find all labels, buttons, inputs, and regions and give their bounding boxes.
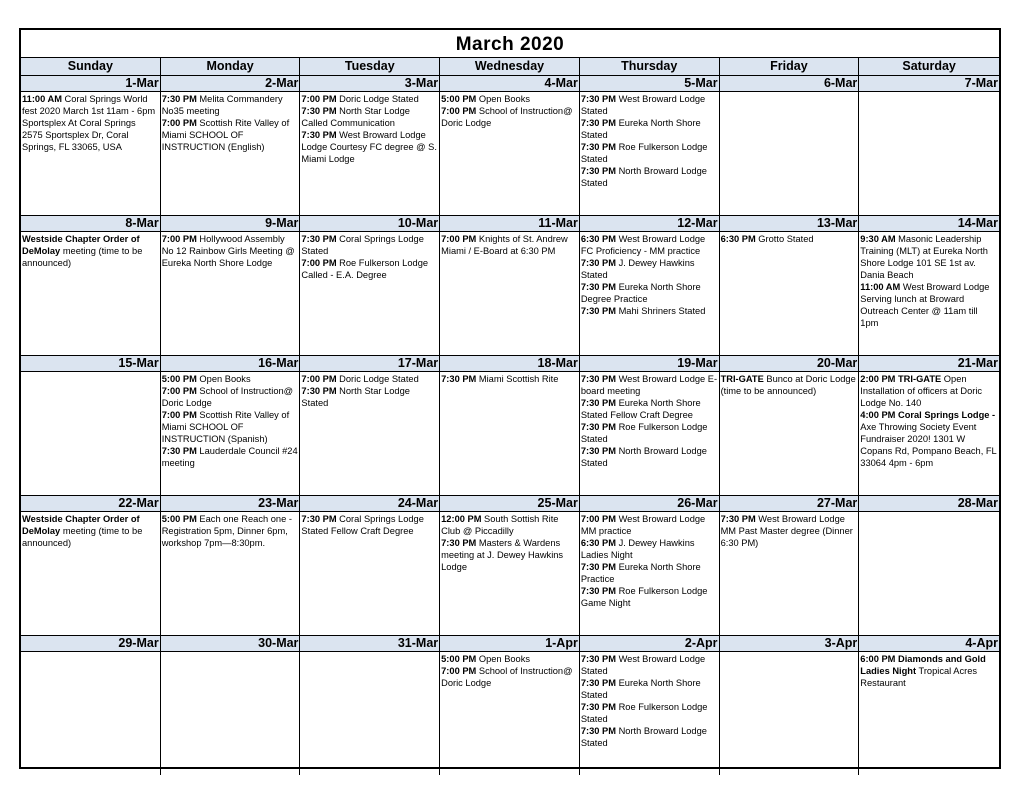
event-description: Knights of St. Andrew Miami / E-Board at 6:30 PM — [441, 234, 568, 256]
event-description: West Broward Lodge MM Past Master degree (Dinner 6:30 PM) — [720, 514, 853, 548]
event-entry — [301, 373, 438, 385]
event-description: West Broward Lodge Stated — [580, 94, 706, 116]
week-row — [21, 216, 999, 356]
day-cell — [859, 652, 999, 775]
day-cell — [720, 372, 860, 495]
event-description: Eureka North Shore Stated — [580, 118, 701, 140]
event-entry — [441, 653, 578, 665]
event-entry — [581, 165, 718, 189]
event-entry — [581, 725, 718, 749]
event-description: meeting (time to be announced) — [22, 526, 143, 548]
event-entry — [581, 561, 718, 585]
event-time: 7:30 PM — [580, 702, 616, 712]
day-date-label: 28-Mar — [957, 496, 998, 510]
event-description: North Star Lodge Called Communication — [301, 106, 410, 128]
event-time: 7:30 PM — [580, 258, 616, 268]
event-time: 5:00 PM — [441, 654, 477, 664]
day-cells-row — [21, 372, 999, 495]
day-date-label: 26-Mar — [580, 496, 720, 511]
day-date-label: 29-Mar — [21, 636, 161, 651]
day-date-label: 4-Mar — [440, 76, 580, 91]
day-date-label: 27-Mar — [720, 496, 860, 511]
event-time: 7:30 PM — [301, 386, 337, 396]
event-description: North Broward Lodge Stated — [580, 726, 707, 748]
day-cells-row — [21, 232, 999, 355]
event-description: Grotto Stated — [755, 234, 814, 244]
event-time: 7:30 PM — [580, 282, 616, 292]
day-cell — [859, 372, 999, 495]
event-time: 9:30 AM — [860, 234, 896, 244]
day-date-label: 11-Mar — [440, 216, 580, 231]
event-time: 7:30 PM — [580, 306, 616, 316]
event-time: 7:00 PM — [161, 118, 197, 128]
event-entry — [581, 445, 718, 469]
event-entry — [860, 653, 998, 689]
day-cell — [300, 372, 440, 495]
event-description: Roe Fulkerson Lodge Game Night — [580, 586, 708, 608]
day-cell — [859, 232, 999, 355]
event-entry — [581, 677, 718, 701]
event-description: North Broward Lodge Stated — [580, 446, 707, 468]
event-description: Tropical Acres Restaurant — [860, 666, 978, 688]
event-time: 7:30 PM — [301, 234, 337, 244]
event-description: Miami Scottish Rite — [476, 374, 559, 384]
event-time: 7:30 PM — [441, 374, 477, 384]
day-date-label: 5-Mar — [580, 76, 720, 91]
day-date-label: 1-Apr — [440, 636, 580, 651]
day-date-label: 3-Mar — [300, 76, 440, 91]
event-time: 7:00 PM — [301, 94, 337, 104]
event-time: 7:30 PM — [580, 422, 616, 432]
event-entry — [301, 233, 438, 257]
event-entry — [581, 141, 718, 165]
event-time: 7:30 PM — [580, 562, 616, 572]
event-time: 7:30 PM — [580, 586, 616, 596]
event-time: 6:30 PM — [720, 234, 756, 244]
event-entry — [581, 513, 718, 537]
event-entry — [301, 93, 438, 105]
event-entry — [162, 445, 299, 469]
event-description: Coral Springs World fest 2020 March 1st 11am - 6pm Sportsplex At Coral Springs 2575 Sportsplex Dr, Coral Springs, FL 33065, USA — [22, 94, 156, 152]
event-description: Hollywood Assembly No 12 Rainbow Girls Meeting @ Eureka North Shore Lodge — [161, 234, 295, 268]
event-description: Each one Reach one - Registration 5pm, Dinner 6pm, workshop 7pm—8:30pm. — [161, 514, 292, 548]
event-time: 6:30 PM — [580, 234, 616, 244]
weekday-friday: Friday — [720, 58, 860, 75]
event-entry — [581, 653, 718, 677]
day-cell — [21, 372, 161, 495]
event-time: Westside Chapter Order of DeMolay — [22, 514, 140, 536]
day-cell — [161, 232, 301, 355]
date-header-row — [21, 496, 999, 512]
event-description: Melita Commandery No35 meeting — [161, 94, 283, 116]
event-entry — [581, 585, 718, 609]
event-time: 5:00 PM — [161, 374, 197, 384]
calendar-grid — [19, 28, 1001, 769]
event-time: 7:30 PM — [301, 106, 337, 116]
event-description: West Broward Lodge E-board meeting — [580, 374, 718, 396]
day-cell — [300, 512, 440, 635]
event-time: 7:00 PM — [161, 410, 197, 420]
event-time: 7:30 PM — [580, 678, 616, 688]
day-date-label: 8-Mar — [21, 216, 161, 231]
event-entry — [162, 373, 299, 385]
day-cell — [300, 232, 440, 355]
day-date-label: 25-Mar — [440, 496, 580, 511]
event-time: 7:30 PM — [580, 166, 616, 176]
event-description: Roe Fulkerson Lodge Called - E.A. Degree — [301, 258, 429, 280]
week-row — [21, 356, 999, 496]
day-cell — [580, 372, 720, 495]
weekday-header-row — [21, 58, 999, 76]
weekday-monday: Monday — [161, 58, 301, 75]
event-time: 7:30 PM — [301, 514, 337, 524]
event-description: Open Books — [196, 374, 251, 384]
day-cell — [720, 512, 860, 635]
event-entry — [441, 665, 578, 689]
day-cell — [161, 92, 301, 215]
event-entry — [860, 233, 998, 281]
event-description: School of Instruction@ Doric Lodge — [161, 386, 294, 408]
event-description: Scottish Rite Valley of Miami SCHOOL OF INSTRUCTION (English) — [161, 118, 290, 152]
event-time: 7:00 PM — [441, 666, 477, 676]
day-date-label: 20-Mar — [720, 356, 860, 371]
event-description: West Broward Lodge Lodge Courtesy FC degree @ S. Miami Lodge — [301, 130, 437, 164]
event-time: 7:00 PM — [301, 374, 337, 384]
event-time: 7:30 PM — [580, 446, 616, 456]
event-entry — [162, 385, 299, 409]
event-description: Masonic Leadership Training (MLT) at Eureka North Shore Lodge 101 SE 1st av. Dania Beach — [860, 234, 988, 280]
event-time: 11:00 AM — [860, 282, 901, 292]
event-description: Roe Fulkerson Lodge Stated — [580, 142, 708, 164]
event-entry — [581, 281, 718, 305]
weekday-wednesday: Wednesday — [440, 58, 580, 75]
event-entry — [860, 373, 998, 409]
event-time: 7:30 PM — [580, 654, 616, 664]
event-entry — [301, 513, 438, 537]
event-entry — [581, 373, 718, 397]
event-description: Open Books — [476, 94, 531, 104]
day-cell — [440, 92, 580, 215]
day-date-label: 14-Mar — [957, 216, 998, 230]
day-cells-row — [21, 92, 999, 215]
day-cell — [21, 512, 161, 635]
event-description: Coral Springs Lodge Stated Fellow Craft Degree — [301, 514, 424, 536]
day-date-label: 12-Mar — [580, 216, 720, 231]
event-entry — [441, 513, 578, 537]
event-entry — [22, 93, 159, 153]
event-description: Bunco at Doric Lodge (time to be announced) — [720, 374, 856, 396]
event-description: West Broward Lodge Stated — [580, 654, 706, 676]
weekday-tuesday: Tuesday — [300, 58, 440, 75]
event-description: Open Books — [476, 654, 531, 664]
event-time: 5:00 PM — [161, 514, 197, 524]
event-time: 7:30 PM — [580, 94, 616, 104]
event-time: 7:00 PM — [161, 386, 197, 396]
event-entry — [721, 373, 858, 397]
weekday-thursday: Thursday — [580, 58, 720, 75]
event-time: 7:00 PM — [580, 514, 616, 524]
event-description: Eureka North Shore Practice — [580, 562, 701, 584]
event-entry — [22, 233, 159, 269]
day-date-label: 2-Mar — [161, 76, 301, 91]
day-date-label: 6-Mar — [720, 76, 860, 91]
event-entry — [581, 117, 718, 141]
event-entry — [441, 233, 578, 257]
event-time: 2:00 PM TRI-GATE — [860, 374, 942, 384]
day-date-label: 9-Mar — [161, 216, 301, 231]
event-entry — [441, 105, 578, 129]
weekday-saturday: Saturday — [902, 59, 956, 73]
day-cell — [580, 232, 720, 355]
event-description: J. Dewey Hawkins Ladies Night — [580, 538, 695, 560]
day-cell — [440, 652, 580, 775]
day-cell — [300, 92, 440, 215]
day-date-label: 21-Mar — [957, 356, 998, 370]
day-cell — [21, 652, 161, 775]
week-row — [21, 636, 999, 775]
event-time: 7:30 PM — [580, 118, 616, 128]
event-entry — [22, 513, 159, 549]
day-cell — [580, 652, 720, 775]
day-cell — [21, 232, 161, 355]
event-entry — [441, 93, 578, 105]
day-cell — [580, 92, 720, 215]
event-description: meeting (time to be announced) — [22, 246, 143, 268]
event-entry — [301, 385, 438, 409]
event-entry — [581, 233, 718, 257]
event-description: North Broward Lodge Stated — [580, 166, 707, 188]
event-time: TRI-GATE — [720, 374, 764, 384]
day-cell — [21, 92, 161, 215]
event-time: 7:30 PM — [441, 538, 477, 548]
event-time: 11:00 AM — [22, 94, 62, 104]
event-description: Masters & Wardens meeting at J. Dewey Hawkins Lodge — [441, 538, 564, 572]
event-entry — [162, 513, 299, 549]
day-date-label: 15-Mar — [21, 356, 161, 371]
event-entry — [581, 257, 718, 281]
day-date-label: 3-Apr — [720, 636, 860, 651]
event-entry — [581, 537, 718, 561]
event-description: West Broward Lodge Serving lunch at Broward Outreach Center @ 11am till 1pm — [860, 282, 990, 328]
day-date-label: 1-Mar — [21, 76, 161, 91]
event-entry — [581, 397, 718, 421]
day-date-label: 31-Mar — [300, 636, 440, 651]
day-date-label: 7-Mar — [964, 76, 998, 90]
event-description: West Broward Lodge MM practice — [580, 514, 706, 536]
day-cell — [720, 652, 860, 775]
event-entry — [441, 537, 578, 573]
day-cell — [859, 512, 999, 635]
event-description: Coral Springs Lodge Stated — [301, 234, 424, 256]
event-description: School of Instruction@ Doric Lodge — [441, 666, 573, 688]
event-description: Open Installation of officers at Doric Lodge No. 140 — [860, 374, 983, 408]
event-description: School of Instruction@ Doric Lodge — [441, 106, 573, 128]
day-cell — [161, 512, 301, 635]
day-date-label: 10-Mar — [300, 216, 440, 231]
weekday-sunday: Sunday — [21, 58, 161, 75]
day-cells-row — [21, 512, 999, 635]
event-description: Doric Lodge Stated — [336, 374, 419, 384]
day-cell — [440, 512, 580, 635]
event-entry — [301, 129, 438, 165]
event-description: Eureka North Shore Stated — [580, 678, 701, 700]
week-row — [21, 76, 999, 216]
event-description: Doric Lodge Stated — [336, 94, 419, 104]
event-description: J. Dewey Hawkins Stated — [580, 258, 695, 280]
event-entry — [301, 105, 438, 129]
event-description: Roe Fulkerson Lodge Stated — [580, 422, 708, 444]
event-description: Eureka North Shore Stated Fellow Craft Degree — [580, 398, 701, 420]
day-cell — [720, 232, 860, 355]
event-entry — [162, 233, 299, 269]
event-description: Scottish Rite Valley of Miami SCHOOL OF INSTRUCTION (Spanish) — [161, 410, 290, 444]
event-description: South Sottish Rite Club @ Piccadilly — [441, 514, 559, 536]
date-header-row — [21, 356, 999, 372]
event-entry — [581, 305, 718, 317]
event-description: Roe Fulkerson Lodge Stated — [580, 702, 708, 724]
day-cells-row — [21, 652, 999, 775]
week-row — [21, 496, 999, 636]
weeks-container — [21, 76, 999, 775]
day-cell — [440, 232, 580, 355]
event-time: 7:00 PM — [161, 234, 197, 244]
event-time: 7:30 PM — [580, 142, 616, 152]
day-date-label: 17-Mar — [300, 356, 440, 371]
event-entry — [162, 409, 299, 445]
day-date-label: 23-Mar — [161, 496, 301, 511]
day-cell — [161, 372, 301, 495]
event-time: 7:30 PM — [580, 726, 616, 736]
event-time: 7:30 PM — [580, 398, 616, 408]
event-time: 7:30 PM — [161, 94, 197, 104]
event-entry — [301, 257, 438, 281]
event-entry — [441, 373, 578, 385]
event-entry — [162, 93, 299, 117]
event-time: 12:00 PM — [441, 514, 482, 524]
event-description: Mahi Shriners Stated — [615, 306, 706, 316]
calendar-title: March 2020 — [21, 30, 999, 58]
day-cell — [720, 92, 860, 215]
event-time: 7:00 PM — [301, 258, 337, 268]
event-entry — [721, 233, 858, 245]
event-entry — [860, 409, 998, 469]
event-time: 7:30 PM — [161, 446, 197, 456]
day-date-label: 30-Mar — [161, 636, 301, 651]
day-date-label: 24-Mar — [300, 496, 440, 511]
event-description: Lauderdale Council #24 meeting — [161, 446, 298, 468]
day-date-label: 13-Mar — [720, 216, 860, 231]
day-date-label: 2-Apr — [580, 636, 720, 651]
event-time: 6:00 PM Diamonds and Gold Ladies Night — [860, 654, 986, 676]
event-entry — [860, 281, 998, 329]
event-time: 7:00 PM — [441, 106, 477, 116]
day-cell — [859, 92, 999, 215]
event-description: Axe Throwing Society Event Fundraiser 2020! 1301 W Copans Rd, Pompano Beach, FL 33064 4pm - 6pm — [860, 422, 997, 468]
day-date-label: 19-Mar — [580, 356, 720, 371]
event-entry — [721, 513, 858, 549]
event-time: 5:00 PM — [441, 94, 477, 104]
event-description: North Star Lodge Stated — [301, 386, 410, 408]
day-date-label: 18-Mar — [440, 356, 580, 371]
date-header-row — [21, 636, 999, 652]
event-time: 7:30 PM — [720, 514, 756, 524]
event-time: 4:00 PM Coral Springs Lodge - — [860, 410, 996, 420]
event-entry — [581, 421, 718, 445]
day-cell — [161, 652, 301, 775]
event-entry — [581, 93, 718, 117]
event-entry — [581, 701, 718, 725]
event-time: 7:30 PM — [301, 130, 337, 140]
event-time: 7:00 PM — [441, 234, 477, 244]
day-date-label: 4-Apr — [965, 636, 998, 650]
event-entry — [162, 117, 299, 153]
event-description: West Broward Lodge FC Proficiency - MM practice — [580, 234, 706, 256]
day-cell — [440, 372, 580, 495]
event-time: 6:30 PM — [580, 538, 616, 548]
day-cell — [580, 512, 720, 635]
event-description: Eureka North Shore Degree Practice — [580, 282, 701, 304]
day-cell — [300, 652, 440, 775]
event-time: Westside Chapter Order of DeMolay — [22, 234, 140, 256]
date-header-row — [21, 216, 999, 232]
event-time: 7:30 PM — [580, 374, 616, 384]
day-date-label: 22-Mar — [21, 496, 161, 511]
date-header-row — [21, 76, 999, 92]
day-date-label: 16-Mar — [161, 356, 301, 371]
